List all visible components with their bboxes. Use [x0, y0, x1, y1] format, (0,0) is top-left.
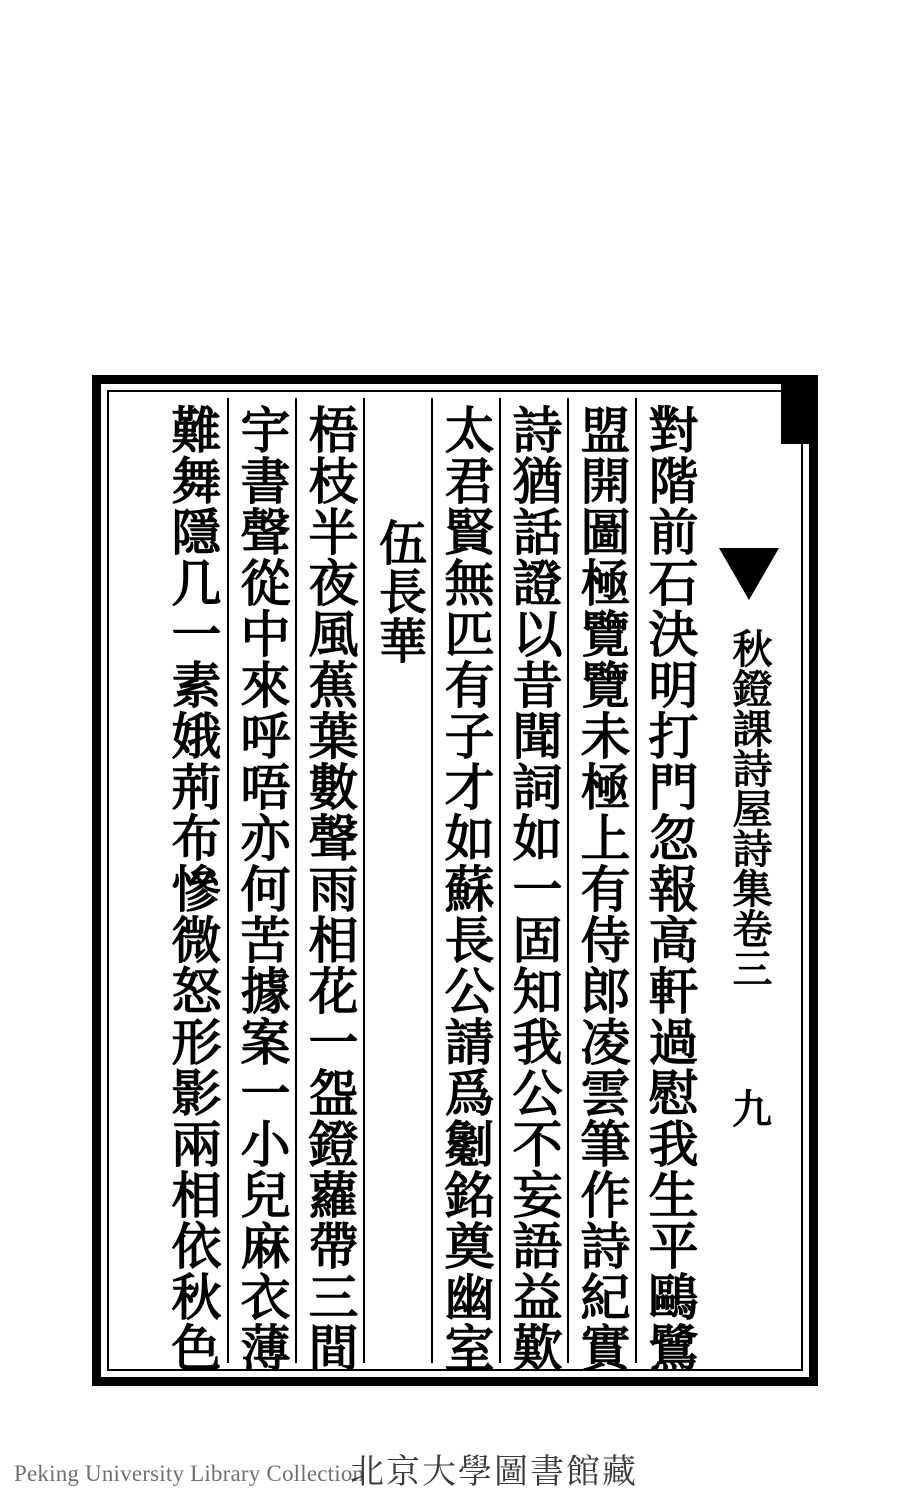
- spine-title: 秋鐙課詩屋詩集卷三: [726, 628, 773, 988]
- spine-column: [703, 398, 795, 1363]
- text-column: [159, 398, 227, 1373]
- text-column: [227, 398, 295, 1373]
- column-text: 盟開圖極覽覽未極上有侍郎凌雲筆作詩紀實: [572, 404, 632, 1373]
- text-column: [295, 398, 363, 1373]
- footer-credits: [0, 1439, 900, 1493]
- text-column: [567, 398, 635, 1373]
- text-area: [115, 398, 795, 1373]
- column-text: 梧枝半夜風蕉葉數聲雨相花一盌鐙蘿帶三間: [300, 404, 360, 1373]
- column-text: 太君賢無匹有子才如蘇長公請爲劖銘奠幽室: [436, 404, 496, 1373]
- column-text: 難舞隱几一素娥荊布慘微怒形影兩相依秋色: [163, 404, 223, 1373]
- column-text: 對階前石決明打門忽報高軒過慰我生平鷗鷺: [640, 404, 700, 1373]
- credit-chinese: 北京大學圖書館藏: [350, 1452, 638, 1492]
- page-number: 九: [725, 1088, 773, 1128]
- author-name: 伍長華: [370, 518, 427, 665]
- text-column: [499, 398, 567, 1373]
- column-text: 詩猶話證以昔聞詞如一固知我公不妄語益歎: [504, 404, 564, 1373]
- text-column: [635, 398, 703, 1373]
- woodblock-frame: [92, 375, 818, 1386]
- fishtail-mark: [719, 548, 779, 600]
- author-column: [363, 398, 431, 1363]
- column-text: 宇書聲從中來呼唔亦何苦據案一小兒麻衣薄: [232, 404, 292, 1373]
- credit-english: Peking University Library Collection: [14, 1461, 365, 1486]
- text-column: [431, 398, 499, 1373]
